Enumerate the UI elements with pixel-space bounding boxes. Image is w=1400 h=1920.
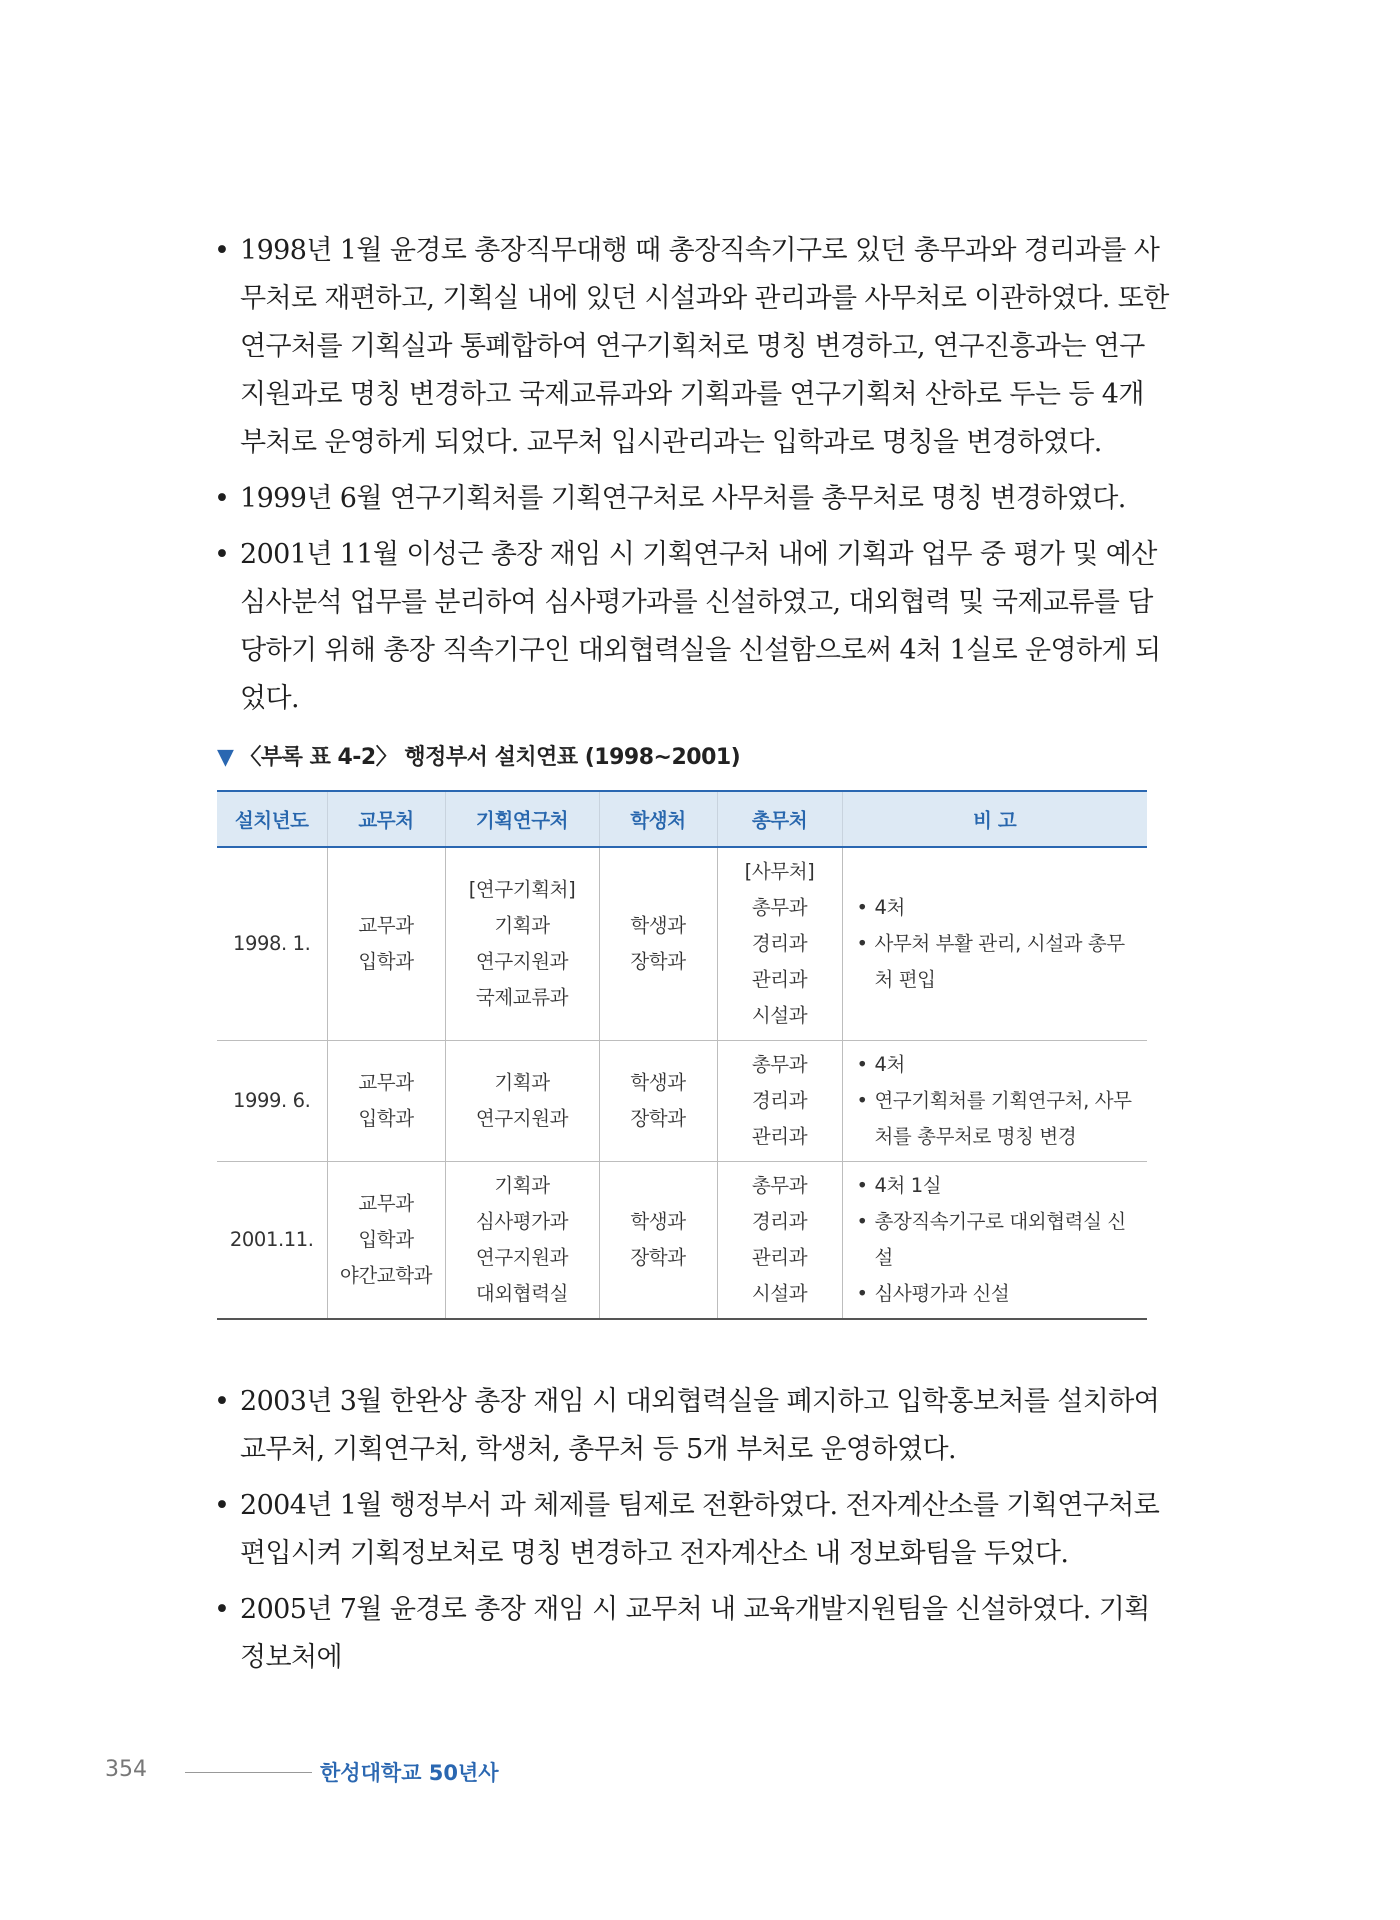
- cell-line: 경리과: [751, 932, 808, 955]
- cell-line: 기획과: [494, 1071, 550, 1094]
- paragraph: • 2004년 1월 행정부서 과 체제를 팀제로 전환하였다. 전자계산소를 기획연구처로 편입시켜 기획정보처로 명칭 변경하고 전자계산소 내 정보화팀을 두었다.: [214, 1490, 1160, 1569]
- cell-line: [사무처]: [744, 860, 815, 883]
- column-header: 설치년도: [217, 791, 327, 847]
- page-number: 354: [105, 1757, 147, 1782]
- paragraph: • 1998년 1월 윤경로 총장직무대행 때 총장직속기구로 있던 총무과와 경리과를 사무처로 재편하고, 기획실 내에 있던 시설과와 관리과를 사무처로 이관하였다. 또한 연구처를 기획실과 통폐합하여 연구기획처로 명칭 변경하고, 연구진흥과는 연구지원과로 명칭 변경하고 국제교류과와 기획과를 연구기획처 산하로 두는 등 4개 부처로 운영하게 되었다. 교무처 입시관리과는 입학과로 명칭을 변경하였다.: [214, 235, 1169, 458]
- paragraph: • 2003년 3월 한완상 총장 재임 시 대외협력실을 폐지하고 입학홍보처를 설치하여 교무처, 기획연구처, 학생처, 총무처 등 5개 부처로 운영하였다.: [214, 1386, 1160, 1465]
- cell-line: 국제교류과: [475, 986, 569, 1009]
- table-row: [217, 847, 1147, 1041]
- cell-line: 관리과: [751, 1246, 808, 1269]
- table-caption: [217, 740, 740, 771]
- cell-line: 심사평가과: [475, 1210, 569, 1233]
- note-item: • 총장직속기구로 대외협력실 신설: [857, 1204, 1144, 1276]
- cell-line: 시설과: [751, 1282, 808, 1305]
- cell-line: 야간교학과: [339, 1264, 433, 1287]
- column-header: 기획연구처: [445, 791, 599, 847]
- paragraph-text: 2004년 1월 행정부서 과 체제를 팀제로 전환하였다. 전자계산소를 기획연구처로 편입시켜 기획정보처로 명칭 변경하고 전자계산소 내 정보화팀을 두었다.: [240, 1490, 1160, 1569]
- table-header-row: [217, 791, 1147, 847]
- cell-line: 입학과: [358, 1107, 414, 1130]
- table-row: [217, 1162, 1147, 1320]
- cell-line: 관리과: [751, 968, 808, 991]
- column-header: 교무처: [327, 791, 445, 847]
- paragraph-text: 2001년 11월 이성근 총장 재임 시 기획연구처 내에 기획과 업무 중 평가 및 예산심사분석 업무를 분리하여 심사평가과를 신설하였고, 대외협력 및 국제교류를 담당하기 위해 총장 직속기구인 대외협력실을 신설함으로써 4처 1실로 운영하게 되었다.: [240, 539, 1161, 714]
- cell-line: 관리과: [751, 1125, 808, 1148]
- column-header: 총무처: [717, 791, 842, 847]
- footer-divider: [185, 1772, 312, 1773]
- cell-line: 장학과: [630, 1107, 686, 1130]
- cell-academic: [327, 1041, 445, 1162]
- paragraph-text: 2005년 7월 윤경로 총장 재임 시 교무처 내 교육개발지원팀을 신설하였다. 기획정보처에: [240, 1594, 1150, 1673]
- top-paragraph-list: [210, 227, 1170, 731]
- cell-line: 장학과: [630, 1246, 686, 1269]
- cell-year: 1999. 6.: [217, 1041, 327, 1162]
- paragraph: • 2005년 7월 윤경로 총장 재임 시 교무처 내 교육개발지원팀을 신설하였다. 기획정보처에: [214, 1594, 1150, 1673]
- cell-notes: [842, 1041, 1147, 1162]
- paragraph: • 1999년 6월 연구기획처를 기획연구처로 사무처를 총무처로 명칭 변경하였다.: [214, 483, 1126, 514]
- cell-line: 연구지원과: [475, 950, 569, 973]
- cell-notes: [842, 1162, 1147, 1320]
- cell-line: 학생과: [630, 914, 686, 937]
- cell-academic: [327, 847, 445, 1041]
- note-item: • 4처 1실: [857, 1168, 1144, 1204]
- cell-line: 총무과: [751, 1053, 808, 1076]
- paragraph-text: 2003년 3월 한완상 총장 재임 시 대외협력실을 폐지하고 입학홍보처를 설치하여 교무처, 기획연구처, 학생처, 총무처 등 5개 부처로 운영하였다.: [240, 1386, 1160, 1465]
- cell-planning: [445, 1041, 599, 1162]
- bottom-paragraph-list: [210, 1378, 1170, 1690]
- cell-line: 연구지원과: [475, 1246, 569, 1269]
- cell-planning: [445, 847, 599, 1041]
- cell-year: 1998. 1.: [217, 847, 327, 1041]
- note-item: • 사무처 부활 관리, 시설과 총무처 편입: [857, 926, 1144, 998]
- column-header: 학생처: [599, 791, 717, 847]
- paragraph-text: 1998년 1월 윤경로 총장직무대행 때 총장직속기구로 있던 총무과와 경리과를 사무처로 재편하고, 기획실 내에 있던 시설과와 관리과를 사무처로 이관하였다. 또한 연구처를 기획실과 통폐합하여 연구기획처로 명칭 변경하고, 연구진흥과는 연구지원과로 명칭 변경하고 국제교류과와 기획과를 연구기획처 산하로 두는 등 4개 부처로 운영하게 되었다. 교무처 입시관리과는 입학과로 명칭을 변경하였다.: [240, 235, 1169, 458]
- cell-line: 총무과: [751, 1174, 808, 1197]
- cell-student: [599, 847, 717, 1041]
- paragraph: • 2001년 11월 이성근 총장 재임 시 기획연구처 내에 기획과 업무 중 평가 및 예산심사분석 업무를 분리하여 심사평가과를 신설하였고, 대외협력 및 국제교류를 담당하기 위해 총장 직속기구인 대외협력실을 신설함으로써 4처 1실로 운영하게 되었다.: [214, 539, 1161, 714]
- cell-line: 대외협력실: [475, 1282, 569, 1305]
- cell-line: 기획과: [494, 1174, 550, 1197]
- note-item: • 심사평가과 신설: [857, 1276, 1144, 1312]
- cell-line: [연구기획처]: [468, 878, 576, 901]
- cell-line: 입학과: [358, 1228, 414, 1251]
- cell-line: 교무과: [358, 1071, 414, 1094]
- note-item: • 4처: [857, 890, 1144, 926]
- cell-line: 교무과: [358, 914, 414, 937]
- cell-general: [717, 847, 842, 1041]
- cell-line: 시설과: [751, 1004, 808, 1027]
- cell-notes: [842, 847, 1147, 1041]
- column-header: 비 고: [842, 791, 1147, 847]
- triangle-down-icon: ▼: [217, 745, 234, 770]
- note-item: • 연구기획처를 기획연구처, 사무처를 총무처로 명칭 변경: [857, 1083, 1144, 1155]
- cell-line: 경리과: [751, 1210, 808, 1233]
- cell-line: 교무과: [358, 1192, 414, 1215]
- cell-line: 기획과: [494, 914, 550, 937]
- cell-line: 장학과: [630, 950, 686, 973]
- cell-planning: [445, 1162, 599, 1320]
- department-schedule-table: [217, 790, 1147, 1320]
- cell-year: 2001.11.: [217, 1162, 327, 1320]
- table-caption-text: 〈부록 표 4-2〉 행정부서 설치연표 (1998~2001): [239, 745, 741, 770]
- paragraph-text: 1999년 6월 연구기획처를 기획연구처로 사무처를 총무처로 명칭 변경하였다.: [240, 483, 1126, 514]
- cell-line: 총무과: [751, 896, 808, 919]
- cell-line: 연구지원과: [475, 1107, 569, 1130]
- cell-student: [599, 1041, 717, 1162]
- cell-academic: [327, 1162, 445, 1320]
- book-title: 한성대학교 50년사: [320, 1761, 499, 1785]
- table-row: [217, 1041, 1147, 1162]
- cell-student: [599, 1162, 717, 1320]
- note-item: • 4처: [857, 1047, 1144, 1083]
- cell-general: [717, 1041, 842, 1162]
- cell-general: [717, 1162, 842, 1320]
- cell-line: 학생과: [630, 1071, 686, 1094]
- cell-line: 학생과: [630, 1210, 686, 1233]
- cell-line: 경리과: [751, 1089, 808, 1112]
- cell-line: 입학과: [358, 950, 414, 973]
